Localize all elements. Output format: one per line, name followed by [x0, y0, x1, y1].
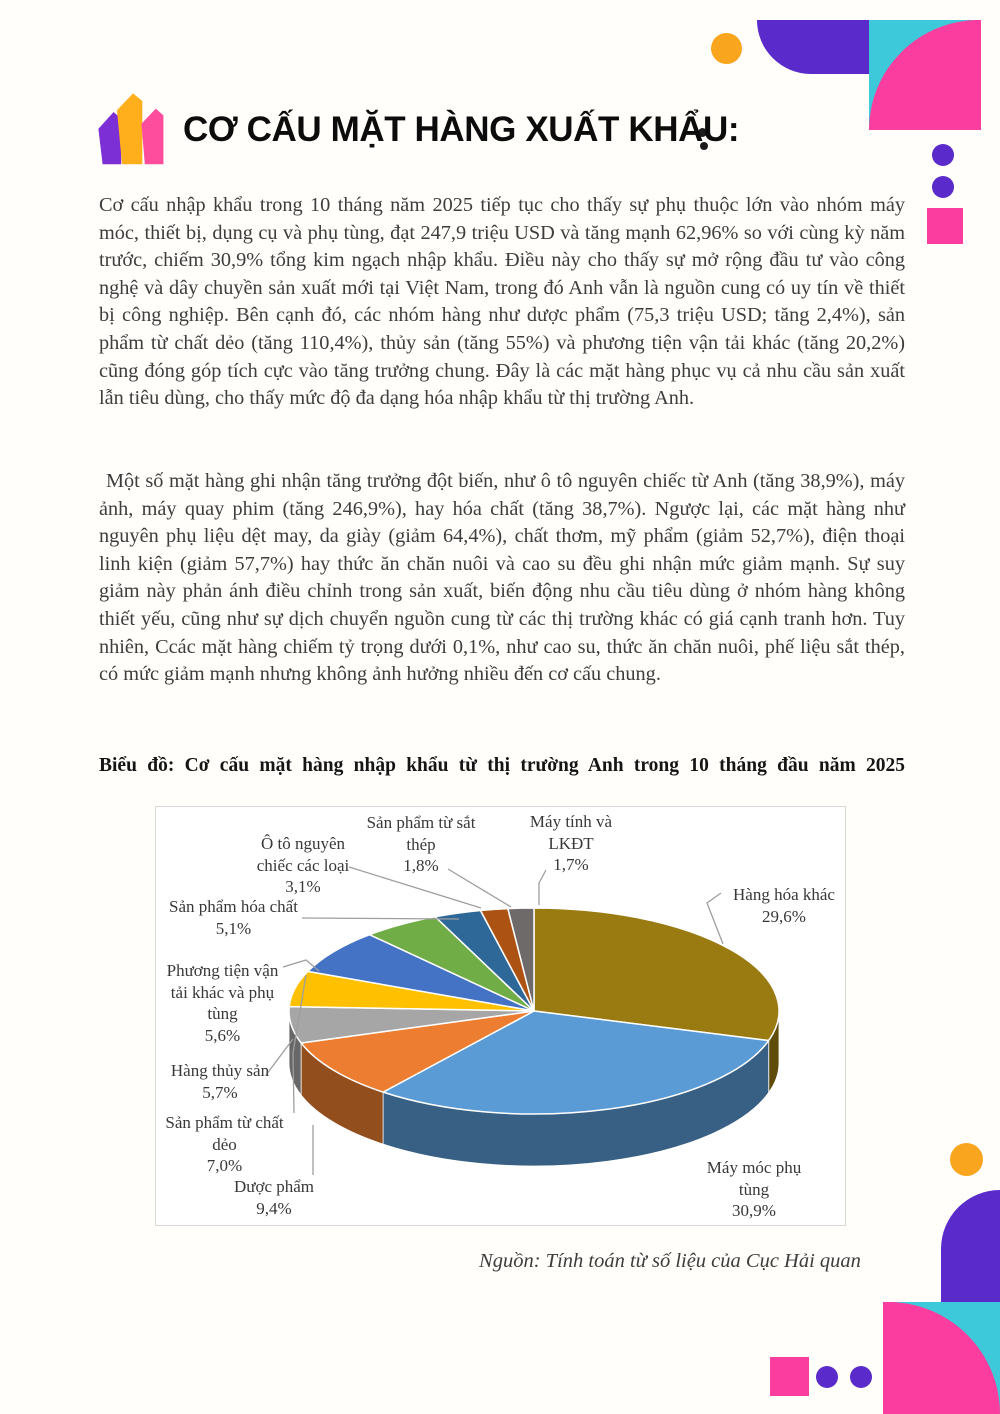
- pie-label-phuong-tien: Phương tiện vận tải khác và phụ tùng 5,6%: [166, 961, 279, 1045]
- decor-purple-dot-1: [932, 144, 954, 166]
- pie-label-may-tinh: Máy tính và LKĐT 1,7%: [529, 812, 613, 874]
- decor-pink-square-bottom: [770, 1357, 809, 1396]
- pie-label-may-moc: Máy móc phụ tùng 30,9%: [706, 1158, 802, 1220]
- pie-label-chat-deo: Sản phẩm từ chất dẻo 7,0%: [165, 1113, 284, 1175]
- chart-caption: Biểu đồ: Cơ cấu mặt hàng nhập khẩu từ thị trường Anh trong 10 tháng đầu năm 2025: [99, 755, 905, 776]
- decor-purple-dot-2: [932, 176, 954, 198]
- pie-label-duoc-pham: Dược phẩm 9,4%: [233, 1177, 315, 1218]
- pie-label-o-to: Ô tô nguyên chiếc các loại 3,1%: [256, 834, 350, 896]
- decor-purple-rounded-block-bottom: [941, 1190, 1000, 1303]
- pie-label-thuy-san: Hàng thủy sản 5,7%: [170, 1061, 270, 1102]
- decor-yellow-circle-bottom: [950, 1143, 983, 1176]
- pie-label-sat-thep: Sản phẩm từ sắt thép 1,8%: [366, 813, 476, 875]
- decor-pink-square-top: [927, 208, 963, 244]
- page-title: CƠ CẤU MẶT HÀNG XUẤT KHẨU:: [183, 110, 740, 149]
- growth-bars-icon: [95, 90, 171, 166]
- pie-label-hang-khac: Hàng hóa khác 29,6%: [733, 885, 835, 926]
- pie-label-hoa-chat: Sản phẩm hóa chất 5,1%: [169, 897, 298, 938]
- source-note: Nguồn: Tính toán từ số liệu của Cục Hải quan: [479, 1250, 861, 1272]
- paragraph-2: Một số mặt hàng ghi nhận tăng trưởng đột biến, như ô tô nguyên chiếc từ Anh (tăng 38,9%), máy ảnh, máy quay phim (tăng 246,9%), hay hóa chất (tăng 38,7%). Ngược lại, các mặt hàng như nguyên phụ liệu dệt may, da giày (giảm 64,4%), chất thơm, mỹ phẩm (giảm 52,7%), điện thoại linh kiện (giảm 57,7%) hay thức ăn chăn nuôi và cao su đều ghi nhận mức giảm mạnh. Sự suy giảm này phản ánh điều chỉnh trong sản xuất, biến động nhu cầu tiêu dùng ở nhóm hàng không thiết yếu, cũng như sự dịch chuyển nguồn cung từ các thị trường khác có giá cạnh tranh hơn. Tuy nhiên, Ccác mặt hàng chiếm tỷ trọng dưới 0,1%, như cao su, thức ăn chăn nuôi, phế liệu sắt thép, có mức giảm mạnh nhưng không ảnh hưởng nhiều đến cơ cấu chung.: [99, 470, 905, 686]
- pie-chart-panel: [155, 806, 846, 1226]
- decor-yellow-circle-top: [711, 33, 742, 64]
- paragraph-1: Cơ cấu nhập khẩu trong 10 tháng năm 2025 tiếp tục cho thấy sự phụ thuộc lớn vào nhóm máy móc, thiết bị, dụng cụ và phụ tùng, đạt 247,9 triệu USD và tăng mạnh 62,96% so với cùng kỳ năm trước, chiếm 30,9% tổng kim ngạch nhập khẩu. Điều này cho thấy sự mở rộng đầu tư vào công nghệ và dây chuyền sản xuất mới tại Việt Nam, trong đó Anh vẫn là nguồn cung có uy tín về thiết bị công nghiệp. Bên cạnh đó, các nhóm hàng như dược phẩm (75,3 triệu USD; tăng 2,4%), sản phẩm từ chất dẻo (tăng 110,4%), thủy sản (tăng 55%) và phương tiện vận tải khác (tăng 20,2%) cũng đóng góp tích cực vào tăng trưởng chung. Đây là các mặt hàng phục vụ cả nhu cầu sản xuất lẫn tiêu dùng, cho thấy mức độ đa dạng hóa nhập khẩu từ thị trường Anh.: [99, 194, 905, 410]
- decor-purple-dot-4: [850, 1366, 872, 1388]
- decor-purple-dot-3: [816, 1366, 838, 1388]
- decor-purple-rounded-block-top: [757, 20, 869, 74]
